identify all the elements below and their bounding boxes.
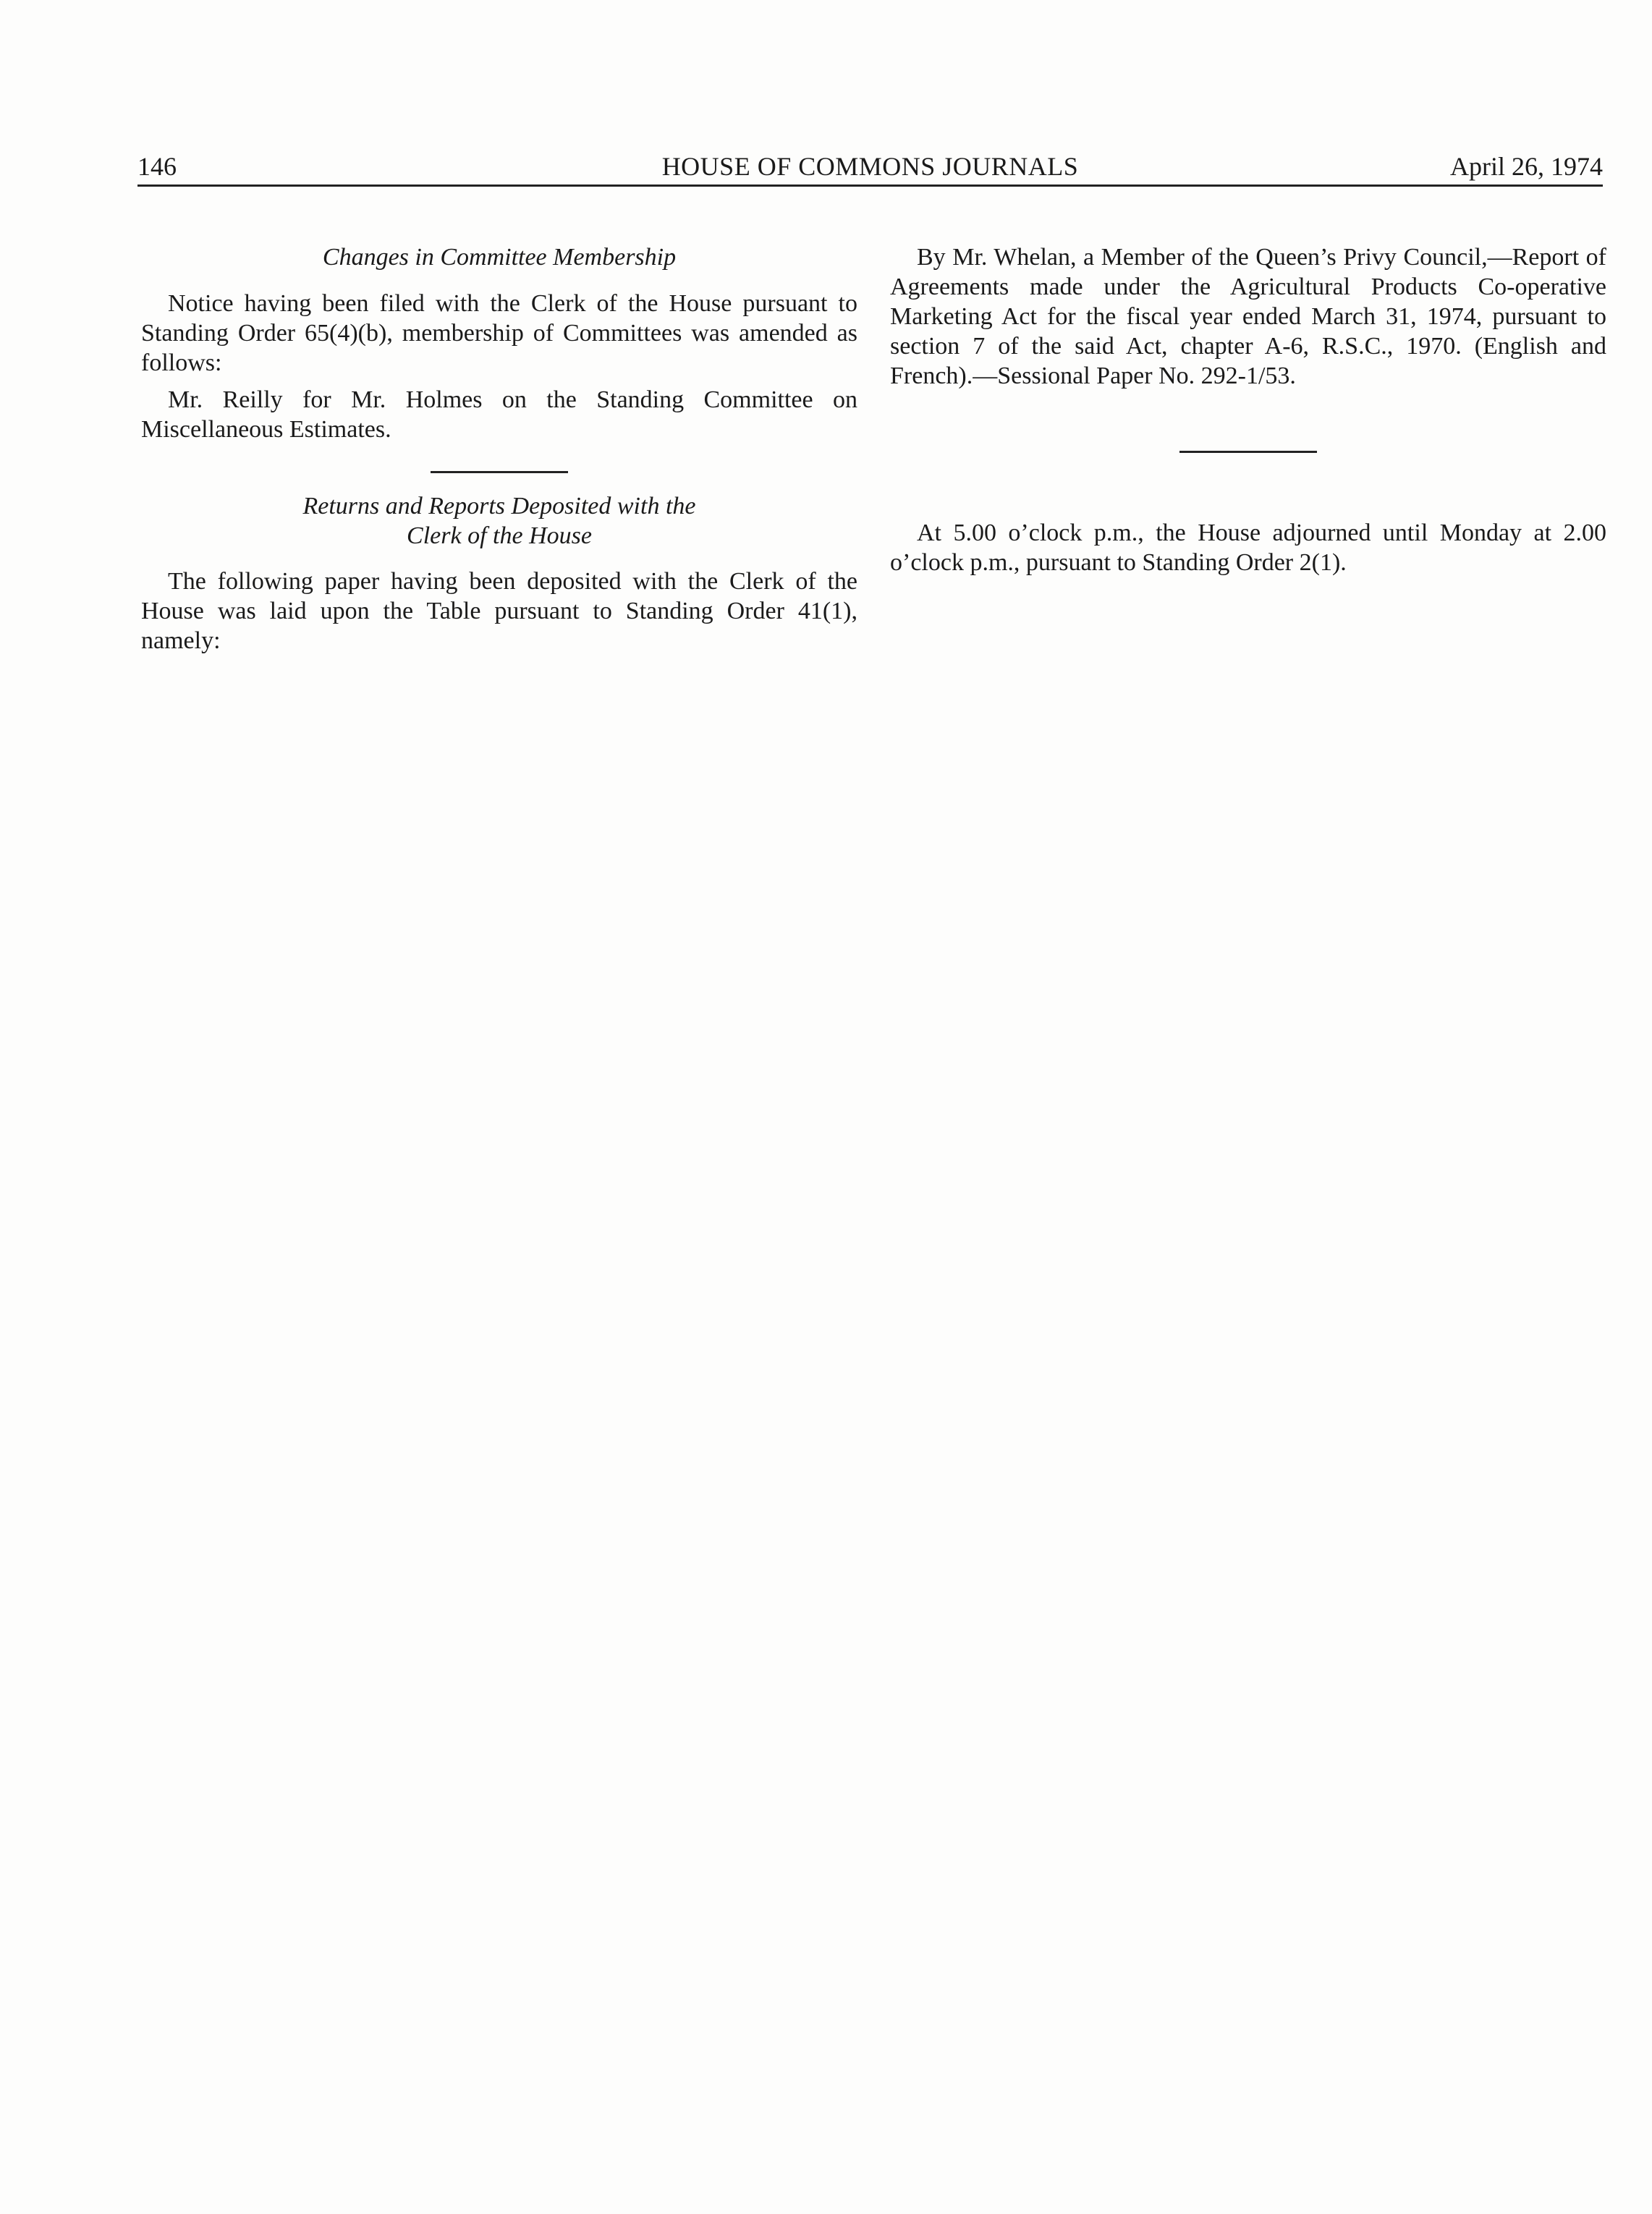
paragraph-membership-change: Mr. Reilly for Mr. Holmes on the Standing Committee on Miscellaneous Estimates. [141, 386, 857, 443]
section-heading-returns-line2: Clerk of the House [407, 522, 592, 549]
page-number: 146 [137, 152, 177, 181]
journal-title: HOUSE OF COMMONS JOURNALS [661, 152, 1079, 181]
section-heading-committee-membership: Changes in Committee Membership [322, 244, 677, 271]
paragraph-deposited-paper: The following paper having been deposited with the Clerk of the House was laid upon the Table pursuant to Standing Order 41(1), namely: [141, 568, 857, 654]
section-heading-returns-line1: Returns and Reports Deposited with the [302, 493, 696, 519]
paragraph-adjournment: At 5.00 o’clock p.m., the House adjourned until Monday at 2.00 o’clock p.m., pursuant to Standing Order 2(1). [890, 519, 1606, 576]
right-column [890, 242, 1606, 577]
paragraph-sessional-paper: By Mr. Whelan, a Member of the Queen’s Privy Council,—Report of Agreements made under the Agricultural Products Co-operative Marketing Act for the fiscal year ended March 31, 1974, pursuant to section 7 of the said Act, chapter A-6, R.S.C., 1970. (English and French).—Sessional Paper No. 292-1/53. [890, 244, 1606, 389]
page-date: April 26, 1974 [1450, 152, 1603, 181]
left-column [141, 242, 857, 656]
paragraph-notice: Notice having been filed with the Clerk of the House pursuant to Standing Order 65(4)(b), membership of Committees was amended as follows: [141, 290, 857, 376]
page-header [137, 148, 1603, 187]
